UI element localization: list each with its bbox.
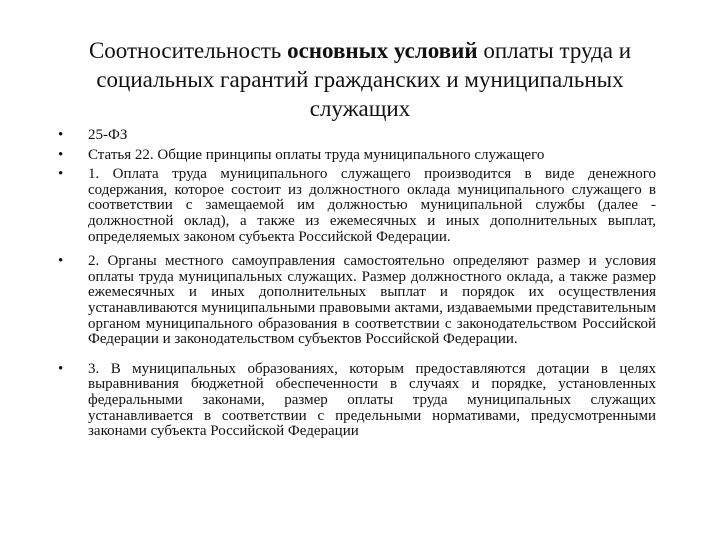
bullet-dot-icon: • [58,166,64,183]
slide-title [60,36,660,123]
bullet-dot-icon: • [58,360,64,377]
bullet-list [56,128,656,440]
bullet-dot-icon: • [58,127,64,143]
bullet-text: 2. Органы местного самоуправления самостоятельно определяют размер и условия оплаты труда муниципальных служащих. Размер должностного оклада, а также размер ежемесячных и иных дополнительных выплат и порядок их осуществления устанавливаются муниципальными правовыми актами, издаваемыми представительным органом муниципального образования в соответствии с законодательством Российской Федерации и законодательством субъектов Российской Федерации. [88,253,656,348]
bullet-text: 3. В муниципальных образованиях, которым предоставляются дотации в целях выравнивания бюджетной обеспеченности в случаях и порядке, установленных федеральными законами, размер оплаты труда муниципальных служащих устанавливается в соответствии с предельными нормативами, предусмотренными законами субъекта Российской Федерации [88,360,656,440]
bullet-item-clause-3 [56,362,656,440]
bullet-text: 1. Оплата труда муниципального служащего производится в виде денежного содержания, которое состоит из должностного оклада муниципального служащего в соответствии с замещаемой им должностью муниципальной службы (далее - должностной оклад), а также из ежемесячных и иных дополнительных выплат, определяемых законом субъекта Российской Федерации. [88,166,656,245]
bullet-item-clause-2 [56,254,656,348]
bullet-dot-icon: • [58,146,64,163]
bullet-item-article [56,148,656,164]
bullet-item-clause-1 [56,167,656,245]
bullet-item-law [56,128,656,144]
title-part-2: оплаты труда и социальных гарантий гражданских и муниципальных служащих [96,38,632,121]
bullet-text: 25-ФЗ [88,127,128,143]
title-part-1: Соотносительность [88,38,288,63]
bullet-dot-icon: • [58,253,64,270]
bullet-text: Статья 22. Общие принципы оплаты труда муниципального служащего [88,146,545,163]
title-bold-part: основных условий [287,38,478,63]
